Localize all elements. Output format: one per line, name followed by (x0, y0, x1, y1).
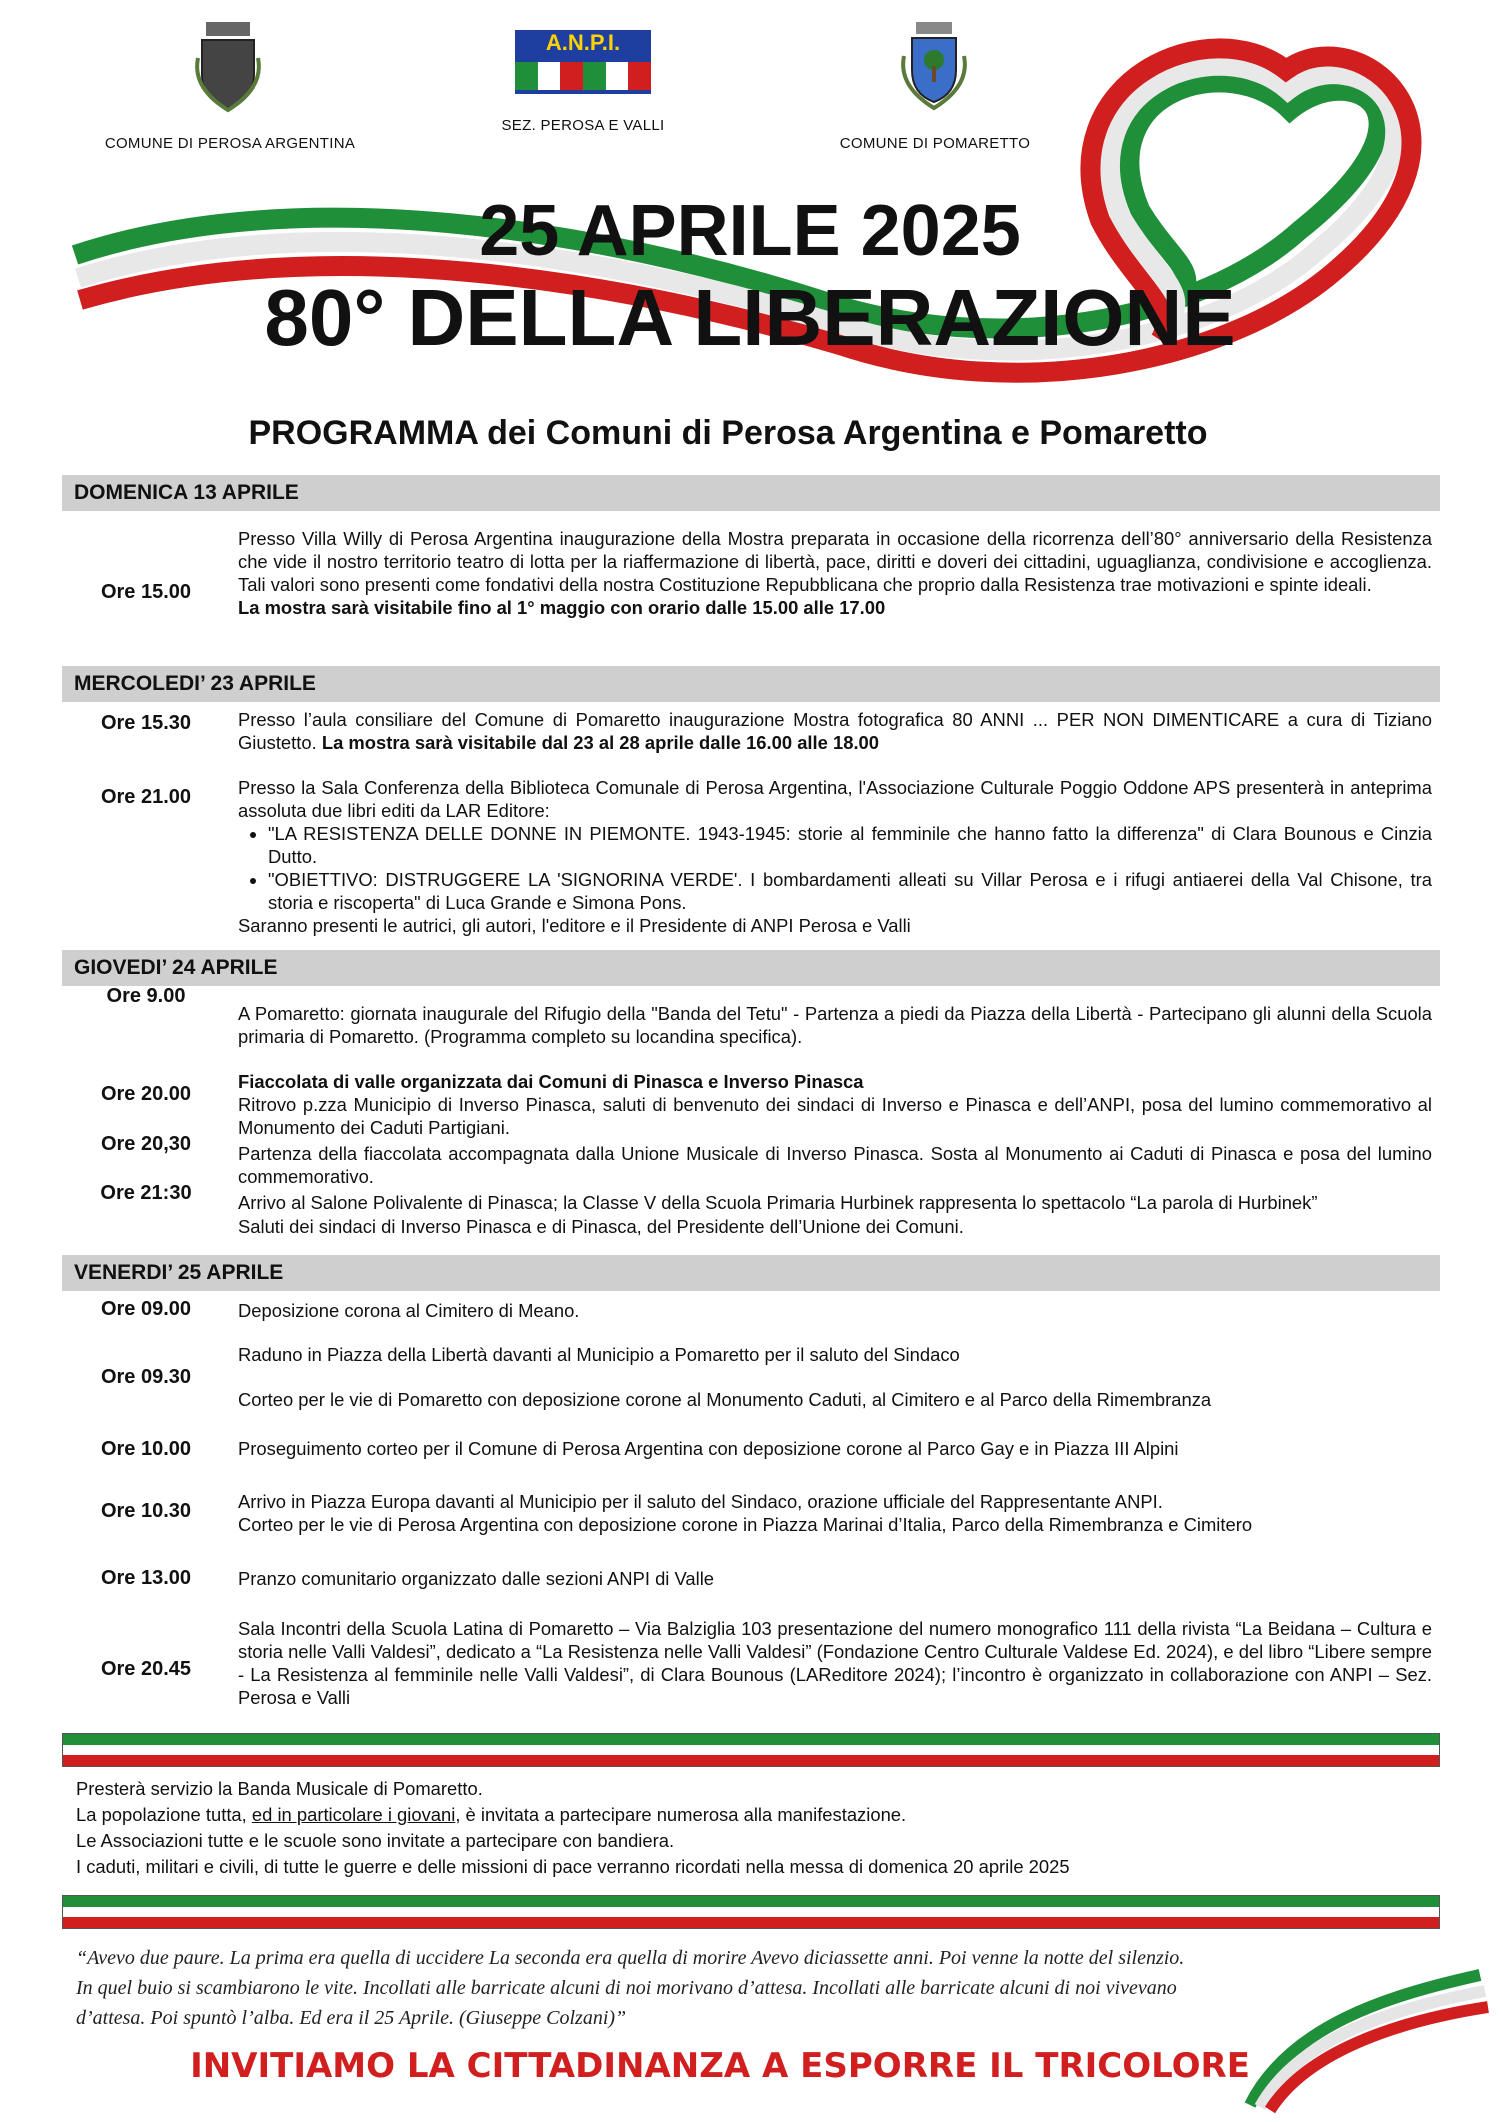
footer-line-2a: La popolazione tutta, (76, 1804, 252, 1825)
colzani-quote: “Avevo due paure. La prima era quella di uccidere La seconda era quella di morire Avevo diciassette anni. Poi venne la notte del silenzio. In quel buio si scambiarono le vite. Incollati alle barricate alcuni di noi morivano d’attesa. Incollati alle barricate alcuni di noi vivevano d’attesa. Poi spuntò l’alba. Ed era il 25 Aprile. (Giuseppe Colzani)” (76, 1947, 1185, 2029)
day-header-13: DOMENICA 13 APRILE (62, 475, 1440, 511)
event-d25-2a: Raduno in Piazza della Libertà davanti al Municipio a Pomaretto per il saluto del Sindaco (238, 1344, 960, 1365)
time-d25-4: Ore 10.30 (100, 1500, 192, 1522)
event-d25-2b: Corteo per le vie di Pomaretto con deposizione corone al Monumento Caduti, al Cimitero e al Parco della Rimembranza (238, 1389, 1212, 1410)
time-d23-1: Ore 15.30 (100, 712, 192, 734)
event-d24-2-title (238, 1070, 1432, 1093)
event-d13-text: Presso Villa Willy di Perosa Argentina inaugurazione della Mostra preparata in occasione della ricorrenza dell’80° anniversario della Resistenza che vide il nostro territorio teatro di lotta per la riaffermazione di libertà, pace, diritti e doveri dei cittadini, uguaglianza, condivisione e accoglienza. Tali valori sono presenti come fondativi della nostra Costituzione Repubblicana che proprio dalla Resistenza trae motivazioni e spinte ideali. (238, 528, 1432, 595)
tricolor-ribbon-small (1230, 1955, 1490, 2115)
event-d25-4a: Arrivo in Piazza Europa davanti al Municipio per il saluto del Sindaco, orazione ufficiale del Rappresentante ANPI. (238, 1491, 1163, 1512)
event-d25-1: Deposizione corona al Cimitero di Meano. (238, 1300, 580, 1321)
event-d13-1 (238, 527, 1432, 619)
time-d25-6: Ore 20.45 (100, 1658, 192, 1680)
anpi-logo-text: A.N.P.I. (515, 30, 651, 52)
event-d23-2-text: Presso la Sala Conferenza della Biblioteca Comunale di Perosa Argentina, l'Associazione Culturale Poggio Oddone APS presenterà in anteprima assoluta due libri editi da LAR Editore: (238, 777, 1432, 821)
coat-of-arms-perosa-icon (192, 18, 264, 114)
event-d24-2b: Partenza della fiaccolata accompagnata dalla Unione Musicale di Inverso Pinasca. Sosta al Monumento ai Caduti di Pinasca e posa del lumino commemorativo. (238, 1143, 1432, 1187)
flag-divider-bottom (62, 1895, 1440, 1929)
title-date: 25 APRILE 2025 (479, 191, 1021, 271)
footer-line-2 (76, 1802, 1376, 1828)
logo-center-caption: SEZ. PEROSA E VALLI (501, 117, 665, 134)
footer-notes (76, 1776, 1376, 1880)
time-d25-1: Ore 09.00 (100, 1298, 192, 1320)
event-d25-6: Sala Incontri della Scuola Latina di Pomaretto – Via Balziglia 103 presentazione del numero monografico 111 della rivista “La Beidana – Cultura e storia nelle Valli Valdesi”, dedicato a “La Resistenza nelle Valli Valdesi” (Fondazione Centro Culturale Valdese Ed. 2024), e del libro “Libere sempre - La Resistenza al femminile nelle Valli Valdesi”, di Clara Bounous (LAReditore 2024); l’incontro è organizzato in collaborazione con ANPI – Sez. Perosa e Valli (238, 1618, 1432, 1708)
book-item-1: • "LA RESISTENZA DELLE DONNE IN PIEMONTE. 1943-1945: storie al femminile che hanno fatto la differenza" di Clara Bounous e Cinzia Dutto. (268, 822, 1432, 868)
time-d23-2: Ore 21.00 (100, 786, 192, 808)
event-d25-5: Pranzo comunitario organizzato dalle sezioni ANPI di Valle (238, 1568, 715, 1589)
footer-line-1: Presterà servizio la Banda Musicale di Pomaretto. (76, 1778, 483, 1799)
time-d24-3: Ore 20,30 (100, 1133, 192, 1155)
footer-line-2-underlined: ed in particolare i giovani (251, 1804, 456, 1825)
time-d25-5: Ore 13.00 (100, 1567, 192, 1589)
invite-tricolore: INVITIAMO LA CITTADINANZA A ESPORRE IL TRICOLORE (190, 2046, 1250, 2086)
footer-line-3: Le Associazioni tutte e le scuole sono invitate a partecipare con bandiera. (76, 1830, 675, 1851)
event-d23-1 (238, 708, 1432, 754)
anpi-logo (515, 30, 651, 94)
coat-of-arms-pomaretto-icon (898, 20, 970, 112)
event-d24-2a: Ritrovo p.zza Municipio di Inverso Pinasca, saluti di benvenuto dei sindaci di Inverso e Pinasca e dell’ANPI, posa del lumino commemorativo al Monumento dei Caduti Partigiani. (238, 1094, 1432, 1138)
logo-right-caption: COMUNE DI POMARETTO (839, 135, 1031, 152)
event-d24-2-bold: Fiaccolata di valle organizzata dai Comuni di Pinasca e Inverso Pinasca (238, 1071, 864, 1092)
day-header-24: GIOVEDI’ 24 APRILE (62, 950, 1440, 986)
event-d25-4b: Corteo per le vie di Perosa Argentina con deposizione corone in Piazza Marinai d’Italia, Parco della Rimembranza e Cimitero (238, 1514, 1253, 1535)
event-d23-2-end: Saranno presenti le autrici, gli autori, l'editore e il Presidente di ANPI Perosa e Valli (238, 915, 911, 936)
day-header-25: VENERDI’ 25 APRILE (62, 1255, 1440, 1291)
title-liberazione: 80° DELLA LIBERAZIONE (264, 273, 1236, 362)
book-item-2: • "OBIETTIVO: DISTRUGGERE LA 'SIGNORINA VERDE'. I bombardamenti alleati su Villar Perosa e i rifugi antiaerei della Val Chisone, tra storia e riscoperta" di Luca Grande e Simona Pons. (268, 868, 1432, 914)
event-d24-1: A Pomaretto: giornata inaugurale del Rifugio della "Banda del Tetu" - Partenza a piedi da Piazza della Libertà - Partecipano gli alunni della Scuola primaria di Pomaretto. (Programma completo su locandina specifica). (238, 1003, 1432, 1047)
time-d13-1: Ore 15.00 (100, 581, 192, 603)
event-d24-2c: Arrivo al Salone Polivalente di Pinasca; la Classe V della Scuola Primaria Hurbinek rappresenta lo spettacolo “La parola di Hurbinek” (238, 1192, 1318, 1213)
event-d13-bold: La mostra sarà visitabile fino al 1° maggio con orario dalle 15.00 alle 17.00 (238, 597, 886, 618)
logo-left-caption: COMUNE DI PEROSA ARGENTINA (104, 135, 356, 152)
day-header-23: MERCOLEDI’ 23 APRILE (62, 666, 1440, 702)
footer-line-4: I caduti, militari e civili, di tutte le guerre e delle missioni di pace verranno ricordati nella messa di domenica 20 aprile 2025 (76, 1856, 1070, 1877)
event-d24-2d: Saluti dei sindaci di Inverso Pinasca e di Pinasca, del Presidente dell’Unione dei Comuni. (238, 1216, 964, 1237)
event-d23-1-text: Presso l’aula consiliare del Comune di Pomaretto inaugurazione Mostra fotografica 80 ANNI ... PER NON DIMENTICARE a cura di Tiziano Giustetto. (238, 709, 1432, 753)
event-d23-2 (238, 776, 1432, 937)
event-d23-1-bold: La mostra sarà visitabile dal 23 al 28 aprile dalle 16.00 alle 18.00 (321, 732, 880, 753)
program-subtitle: PROGRAMMA dei Comuni di Perosa Argentina e Pomaretto (248, 414, 1208, 452)
time-d25-3: Ore 10.00 (100, 1438, 192, 1460)
time-d25-2: Ore 09.30 (100, 1366, 192, 1388)
time-d24-1: Ore 9.00 (106, 985, 186, 1007)
footer-line-2b: , è invitata a partecipare numerosa alla manifestazione. (455, 1804, 907, 1825)
time-d24-4: Ore 21:30 (100, 1182, 192, 1204)
time-d24-2: Ore 20.00 (100, 1083, 192, 1105)
flag-divider-top (62, 1733, 1440, 1767)
event-d25-3: Proseguimento corteo per il Comune di Perosa Argentina con deposizione corone al Parco Gay e in Piazza III Alpini (238, 1438, 1179, 1459)
